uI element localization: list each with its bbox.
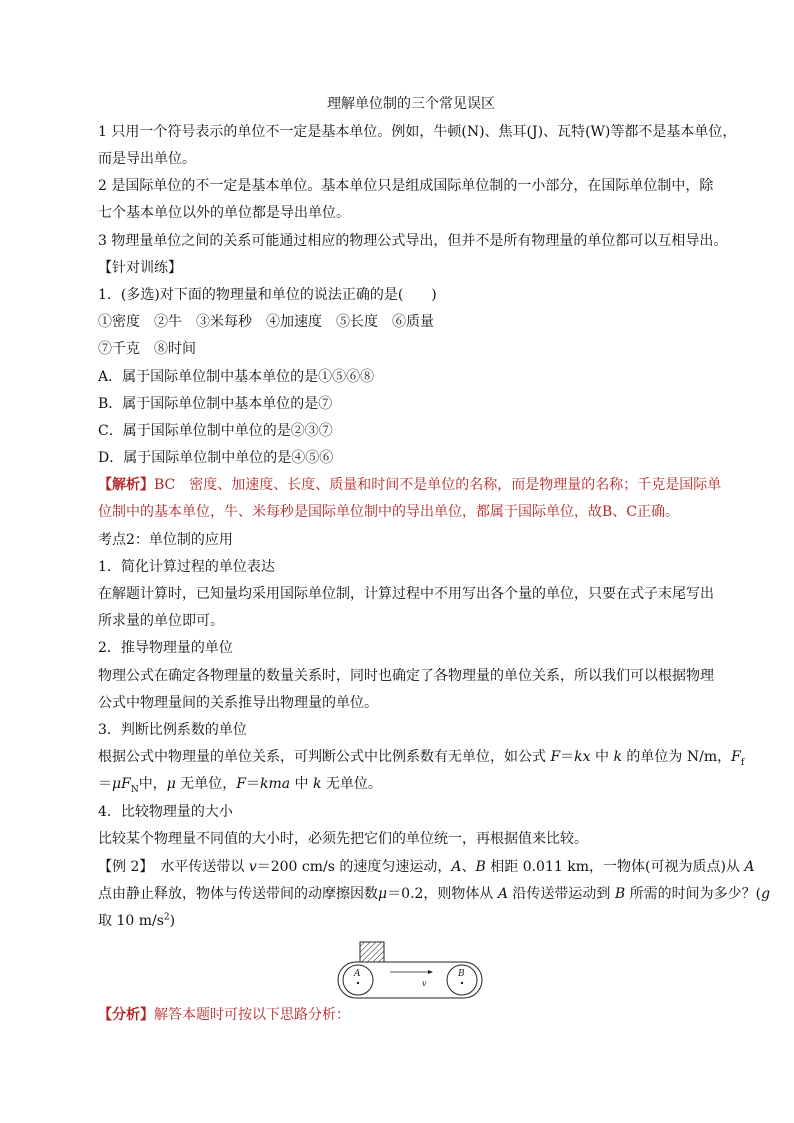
para2-line1: 2 是国际单位的不一定是基本单位。基本单位只是组成国际单位制的一小部分，在国际单位制中，除 (98, 178, 714, 194)
sec1-heading: 1．简化计算过程的单位表达 (98, 559, 275, 575)
option-a: A．属于国际单位制中基本单位的是①⑤⑥⑧ (98, 369, 375, 385)
sec3-line2: $=\mu F_N$中，μ 无单位，F＝kma 中 k 无单位。 (98, 776, 382, 795)
option-d: D．属于国际单位制中单位的是④⑤⑥ (98, 450, 334, 466)
page-title: 理解单位制的三个常见误区 (327, 96, 495, 112)
label-b: B (458, 969, 465, 979)
fenxi-text: 解答本题时可按以下思路分析： (154, 1007, 350, 1023)
question-items-line2: ⑦千克 ⑧时间 (98, 341, 196, 357)
analysis-line2: 位制中的基本单位，牛、米每秒是国际单位制中的导出单位，都属于国际单位，故B、C正确。 (98, 504, 679, 520)
analysis-tag: 【解析】 (98, 477, 154, 493)
label-a: A (354, 969, 361, 979)
fenxi-line (98, 1006, 724, 1024)
pulley-a-axle (357, 982, 359, 984)
analysis-line1 (98, 476, 724, 494)
label-v: v (422, 979, 427, 988)
belt-right-end (464, 962, 482, 998)
pulley-b-axle (461, 982, 463, 984)
training-header: 【针对训练】 (98, 260, 182, 276)
para1-line1: 1 只用一个符号表示的单位不一定是基本单位。例如，牛顿(N)、焦耳(J)、瓦特(W)等都不是基本单位， (98, 124, 737, 140)
example-line2: 点由静止释放，物体与传送带间的动摩擦因数μ＝0.2，则物体从 A 沿传送带运动到 B 所需的时间为多少？(g (98, 886, 771, 902)
option-b: B．属于国际单位制中基本单位的是⑦ (98, 396, 333, 412)
sec1-line1: 在解题计算时，已知量均采用国际单位制，计算过程中不用写出各个量的单位，只要在式子末尾写出 (98, 586, 714, 602)
fenxi-tag: 【分析】 (98, 1007, 154, 1023)
sec4-heading: 4．比较物理量的大小 (98, 804, 233, 820)
sec3-heading: 3．判断比例系数的单位 (98, 722, 247, 738)
sec1-line2: 所求量的单位即可。 (98, 613, 224, 629)
para1-line2: 而是导出单位。 (98, 151, 196, 167)
example-tag: 【例 2】 (98, 859, 147, 875)
option-c: C．属于国际单位制中单位的是②③⑦ (98, 423, 333, 439)
conveyor-belt-figure (338, 940, 482, 1004)
para2-line2: 七个基本单位以外的单位都是导出单位。 (98, 205, 350, 221)
belt-left-end (338, 962, 356, 998)
sec2-line2: 公式中物理量间的关系推导出物理量的单位。 (98, 695, 378, 711)
sec3-line1: 根据公式中物理量的单位关系，可判断公式中比例系数有无单位，如公式 F＝kx 中 k 的单位为 N/m，$F_f$ (98, 749, 745, 768)
velocity-arrowhead (428, 970, 433, 974)
para3-line1: 3 物理量单位之间的关系可能通过相应的物理公式导出，但并不是所有物理量的单位都可以互相导出。 (98, 233, 728, 249)
block (360, 942, 384, 962)
kaodian-heading: 考点2：单位制的应用 (98, 532, 233, 548)
question-items-line1: ①密度 ②牛 ③米每秒 ④加速度 ⑤长度 ⑥质量 (98, 314, 434, 330)
example-line3: 取 10 $m/s^2$) (98, 912, 176, 929)
analysis-text-1: BC 密度、加速度、长度、质量和时间不是单位的名称，而是物理量的名称；千克是国际单 (154, 477, 722, 493)
example-line1: 【例 2】 水平传送带以 v＝200 cm/s 的速度匀速运动，A、B 相距 0.011 km，一物体(可视为质点)从 A (98, 859, 755, 875)
question-stem: 1．(多选)对下面的物理量和单位的说法正确的是( ) (98, 287, 437, 303)
sec4-line1: 比较某个物理量不同值的大小时，必须先把它们的单位统一，再根据值来比较。 (98, 831, 588, 847)
sec2-heading: 2．推导物理量的单位 (98, 640, 233, 656)
sec2-line1: 物理公式在确定各物理量的数量关系时，同时也确定了各物理量的单位关系，所以我们可以根据物理 (98, 668, 714, 684)
